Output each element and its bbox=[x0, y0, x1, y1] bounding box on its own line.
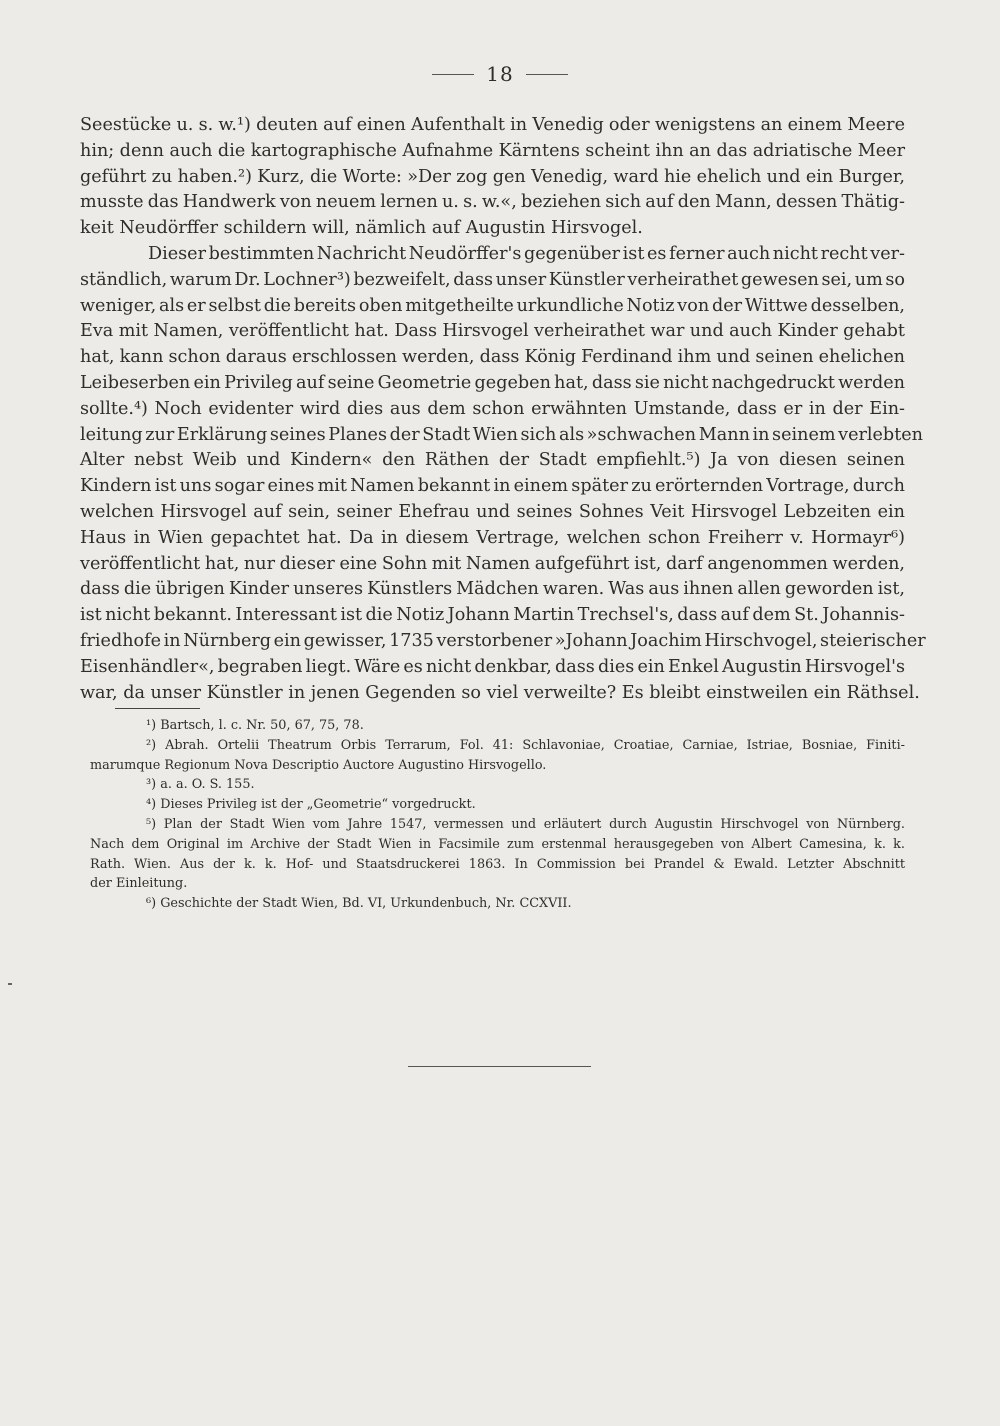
text-line: sollte.⁴) Noch evidenter wird dies aus dem schon erwähnten Umstande, dass er in der Ein- bbox=[80, 398, 905, 419]
text-line: hat, kann schon daraus erschlossen werden, dass König Ferdinand ihm und seinen ehelichen bbox=[80, 347, 905, 368]
footnotes bbox=[90, 716, 905, 914]
page-header bbox=[0, 62, 1000, 86]
text-line: weniger, als er selbst die bereits oben mitgetheilte urkundliche Notiz von der Wittwe desselben, bbox=[80, 295, 905, 316]
text-line: ist nicht bekannt. Interessant ist die Notiz Johann Martin Trechsel's, dass auf dem St. Johannis- bbox=[80, 605, 905, 626]
text-line: Eva mit Namen, veröffentlicht hat. Dass Hirsvogel verheirathet war und auch Kinder gehabt bbox=[80, 321, 905, 342]
main-text bbox=[80, 113, 926, 706]
text-line: veröffentlicht hat, nur dieser eine Sohn mit Namen aufgeführt ist, darf angenommen werden, bbox=[80, 553, 905, 574]
text-line: Alter nebst Weib und Kindern« den Räthen der Stadt empfiehlt.⁵) Ja von diesen seinen bbox=[80, 450, 905, 471]
footnote: ⁴) Dieses Privileg ist der „Geometrie“ vorgedruckt. bbox=[146, 797, 476, 813]
footnote-continuation: der Einleitung. bbox=[90, 876, 188, 892]
header-rule-left bbox=[432, 74, 474, 75]
footnote-continuation: marumque Regionum Nova Descriptio Auctore Augustino Hirsvogello. bbox=[90, 757, 547, 773]
text-line: leitung zur Erklärung seines Planes der Stadt Wien sich als »schwachen Mann in seinem verlebten bbox=[80, 424, 924, 445]
text-line: ständlich, warum Dr. Lochner³) bezweifelt, dass unser Künstler verheirathet gewesen sei, um so bbox=[80, 269, 905, 290]
footnote: ²) Abrah. Ortelii Theatrum Orbis Terrarum, Fol. 41: Schlavoniae, Croatiae, Carniae, Istriae, Bosniae, Finiti- bbox=[146, 737, 905, 753]
text-line: Dieser bestimmten Nachricht Neudörffer's gegenüber ist es ferner auch nicht recht ver- bbox=[148, 243, 905, 264]
footnote: ⁶) Geschichte der Stadt Wien, Bd. VI, Urkundenbuch, Nr. CCXVII. bbox=[146, 896, 572, 912]
text-line: Haus in Wien gepachtet hat. Da in diesem Vertrage, welchen schon Freiherr v. Hormayr⁶) bbox=[80, 527, 905, 548]
text-line: Leibeserben ein Privileg auf seine Geometrie gegeben hat, dass sie nicht nachgedruckt werden bbox=[80, 372, 905, 393]
text-line: Seestücke u. s. w.¹) deuten auf einen Aufenthalt in Venedig oder wenigstens an einem Meere bbox=[80, 115, 905, 135]
text-line: Kindern ist uns sogar eines mit Namen bekannt in einem später zu erörternden Vortrage, durch bbox=[80, 476, 905, 497]
footnote: ¹) Bartsch, l. c. Nr. 50, 67, 75, 78. bbox=[146, 718, 364, 733]
footnote: ³) a. a. O. S. 155. bbox=[146, 777, 255, 793]
text-line: war, da unser Künstler in jenen Gegenden so viel verweilte? Es bleibt einstweilen ein Räthsel. bbox=[80, 682, 920, 703]
text-line: musste das Handwerk von neuem lernen u. s. w.«, beziehen sich auf den Mann, dessen Thätig- bbox=[80, 192, 905, 213]
footnote-continuation: Nach dem Original im Archive der Stadt Wien in Facsimile zum erstenmal herausgegeben von Albert Camesina, k. k. bbox=[90, 836, 905, 852]
footnote-continuation: Rath. Wien. Aus der k. k. Hof- und Staatsdruckerei 1863. In Commission bei Prandel & Ewald. Letzter Abschnitt bbox=[90, 856, 905, 872]
text-line: friedhofe in Nürnberg ein gewisser, 1735 verstorbener »Johann Joachim Hirschvogel, steierischer bbox=[80, 630, 926, 651]
text-line: geführt zu haben.²) Kurz, die Worte: »Der zog gen Venedig, ward hie ehelich und ein Burger, bbox=[80, 166, 905, 187]
text-line: Eisenhändler«, begraben liegt. Wäre es nicht denkbar, dass dies ein Enkel Augustin Hirsvogel's bbox=[80, 656, 905, 677]
header-rule-right bbox=[526, 74, 568, 75]
footnote-separator bbox=[115, 708, 200, 709]
page-number: 18 bbox=[486, 62, 514, 86]
text-line: keit Neudörffer schildern will, nämlich auf Augustin Hirsvogel. bbox=[80, 218, 643, 239]
text-line: dass die übrigen Kinder unseres Künstlers Mädchen waren. Was aus ihnen allen geworden ist, bbox=[80, 579, 905, 600]
end-rule bbox=[408, 1066, 591, 1067]
footnote: ⁵) Plan der Stadt Wien vom Jahre 1547, vermessen und erläutert durch Augustin Hirschvogel von Nürnberg. bbox=[146, 816, 905, 832]
text-line: welchen Hirsvogel auf sein, seiner Ehefrau und seines Sohnes Veit Hirsvogel Lebzeiten ein bbox=[80, 501, 905, 522]
text-line: hin; denn auch die kartographische Aufnahme Kärntens scheint ihn an das adriatische Meer bbox=[80, 140, 905, 161]
print-speck bbox=[8, 983, 12, 985]
